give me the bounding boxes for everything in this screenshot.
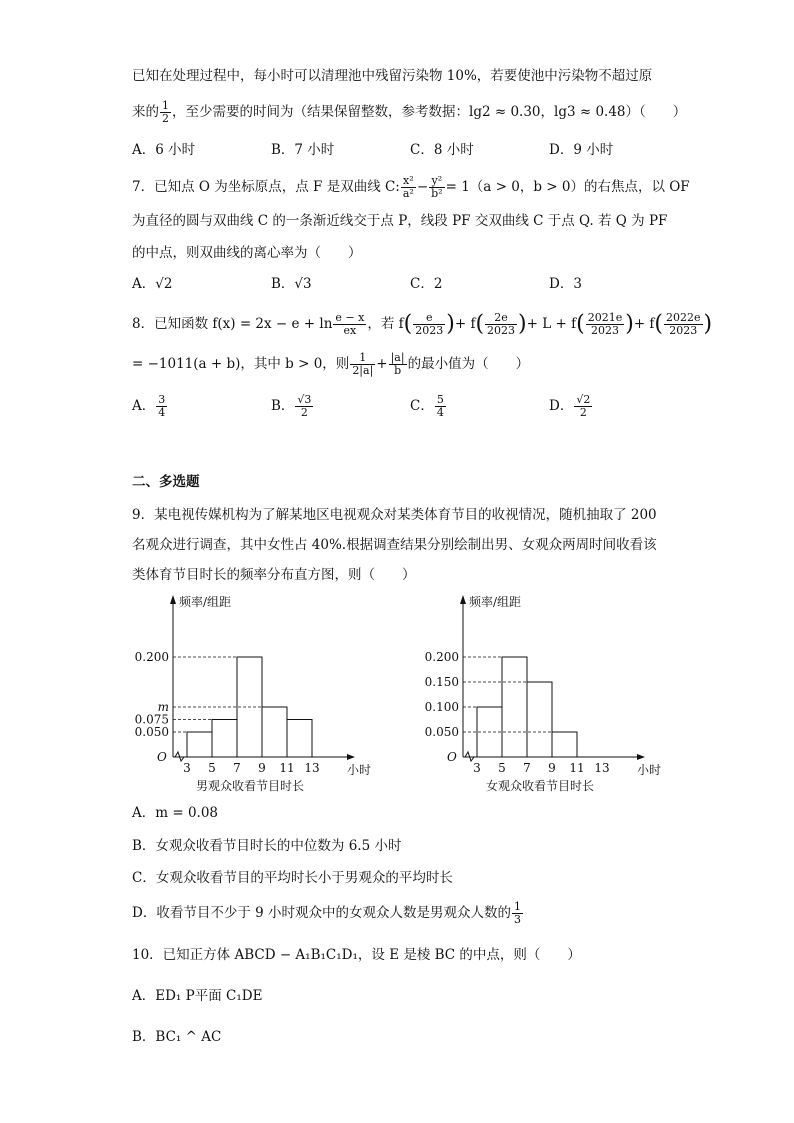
x-tick-label: 3	[473, 761, 481, 775]
q7-option-c: C．2	[410, 276, 443, 292]
x-tick-label: 3	[183, 761, 191, 775]
x-axis-label: 小时	[637, 763, 662, 777]
y-tick-label: m	[157, 700, 169, 714]
q9-option-c: C．女观众收看节目的平均时长小于男观众的平均时长	[132, 870, 453, 886]
q7-option-d: D．3	[549, 276, 582, 292]
q9-line3: 类体育节目时长的频率分布直方图，则（ ）	[132, 567, 416, 583]
y-tick-label: 0.075	[134, 712, 169, 727]
q7-line1: 7．已知点 O 为坐标原点，点 F 是双曲线 C: $\frac{\text{x²}}{\text{a²}}$ − $\frac{\text{y²}}{\text{b²}}$ = 1（a > 0，b > 0）的右焦点，以 OF	[132, 174, 690, 200]
q8-option-a: A． $\frac{3}{4}$	[132, 393, 166, 419]
q6-line1: 已知在处理过程中，每小时可以清理池中残留污染物 10%，若要使池中污染物不超过原	[132, 68, 653, 84]
y-tick-label: 0.050	[134, 725, 169, 739]
x-tick-label: 13	[594, 761, 610, 775]
y-tick-label: 0.050	[424, 725, 459, 739]
histogram-bar	[187, 732, 212, 757]
male-histogram	[125, 592, 375, 802]
q9-option-a: A．m = 0.08	[132, 805, 219, 821]
q8-option-b: B． $\frac{√3}{2}$	[271, 393, 312, 419]
x-axis-arrow	[347, 754, 355, 760]
origin-label: O	[157, 750, 167, 764]
y-tick-label: 0.150	[424, 675, 459, 689]
histogram-bar	[552, 732, 577, 757]
q6-line2-post: ，至少需要的时间为（结果保留整数，参考数据：lg2 ≈ 0.30，lg3 ≈ 0.48）（ ）	[172, 104, 687, 120]
y-axis-arrow	[170, 595, 176, 604]
histogram-bar	[262, 707, 287, 757]
histogram-bar	[212, 720, 237, 758]
origin-label: O	[447, 750, 457, 764]
x-axis-label: 小时	[347, 763, 372, 777]
y-axis-arrow	[460, 595, 466, 604]
q6-line2-pre: 来的	[132, 104, 159, 120]
q6-option-b: B．7 小时	[271, 142, 335, 158]
q10-option-b: B．BC₁ ^ AC	[132, 1029, 222, 1045]
y-tick-label: 0.200	[424, 650, 459, 664]
q8-line1: 8．已知函数 f(x) = 2x − e + ln $\frac{e - x}{ex}$ ，若 f( $\frac{e}{2023}$ )+ f( $\frac{2e}{2023}$ )+ L + f( $\frac{2021e}{2023}$ )+ f( $\frac{2022e}{2023}$ )	[132, 311, 713, 337]
q10-line1: 10．已知正方体 ABCD − A₁B₁C₁D₁，设 E 是棱 BC 的中点，则（ ）	[132, 947, 581, 963]
x-tick-label: 11	[279, 761, 295, 775]
y-tick-label: 0.100	[424, 700, 459, 714]
x-tick-label: 11	[569, 761, 585, 775]
q6-option-d: D．9 小时	[549, 142, 614, 158]
y-axis-label: 频率/组距	[469, 595, 522, 609]
q9-line1: 9．某电视传媒机构为了解某地区电视观众对某类体育节目的收视情况，随机抽取了 200	[132, 507, 657, 523]
histogram-bar	[502, 657, 527, 757]
q7-line2: 为直径的圆与双曲线 C 的一条渐近线交于点 P，线段 PF 交双曲线 C 于点 Q. 若 Q 为 PF	[132, 213, 668, 229]
x-tick-label: 5	[208, 761, 216, 775]
q8-line2: = −1011(a + b)，其中 b > 0，则 $\frac{1}{2|a|}$ + $\frac{|a|}{b}$ 的最小值为（ ）	[132, 351, 530, 377]
y-axis-label: 频率/组距	[179, 595, 232, 609]
q9-line2: 名观众进行调查，其中女性占 40%.根据调查结果分别绘制出男、女观众两周时间收看该	[132, 537, 657, 553]
chart-title: 女观众收看节目时长	[485, 779, 595, 793]
q8-option-c: C． $\frac{5}{4}$	[410, 393, 444, 419]
q6-line2	[132, 100, 686, 125]
histogram-bar	[527, 682, 552, 757]
x-axis-arrow	[637, 754, 645, 760]
x-tick-label: 7	[523, 761, 531, 775]
q7-option-a: A．√2	[132, 276, 173, 292]
x-tick-label: 7	[233, 761, 241, 775]
q8-option-d: D． $\frac{√2}{2}$	[549, 393, 591, 419]
x-tick-label: 9	[548, 761, 556, 775]
q6-option-c: C．8 小时	[410, 142, 474, 158]
x-tick-label: 13	[304, 761, 320, 775]
q10-option-a: A．ED₁ P平面 C₁DE	[132, 988, 263, 1004]
histogram-bar	[287, 720, 312, 758]
x-tick-label: 5	[498, 761, 506, 775]
q7-option-b: B．√3	[271, 276, 312, 292]
q6-fraction: $\frac{1}{2}$	[162, 99, 169, 125]
q9-option-d: D．收看节目不少于 9 小时观众中的女观众人数是男观众人数的 $\frac{1}{3}$	[132, 900, 521, 926]
y-tick-label: 0.200	[134, 650, 169, 664]
chart-title: 男观众收看节目时长	[195, 779, 305, 793]
x-tick-label: 9	[258, 761, 266, 775]
q9-option-b: B．女观众收看节目时长的中位数为 6.5 小时	[132, 838, 402, 854]
section-heading: 二、多选题	[132, 474, 200, 490]
q7-line3: 的中点，则双曲线的离心率为（ ）	[132, 245, 362, 261]
q6-option-a: A．6 小时	[132, 142, 196, 158]
female-histogram	[415, 592, 665, 802]
